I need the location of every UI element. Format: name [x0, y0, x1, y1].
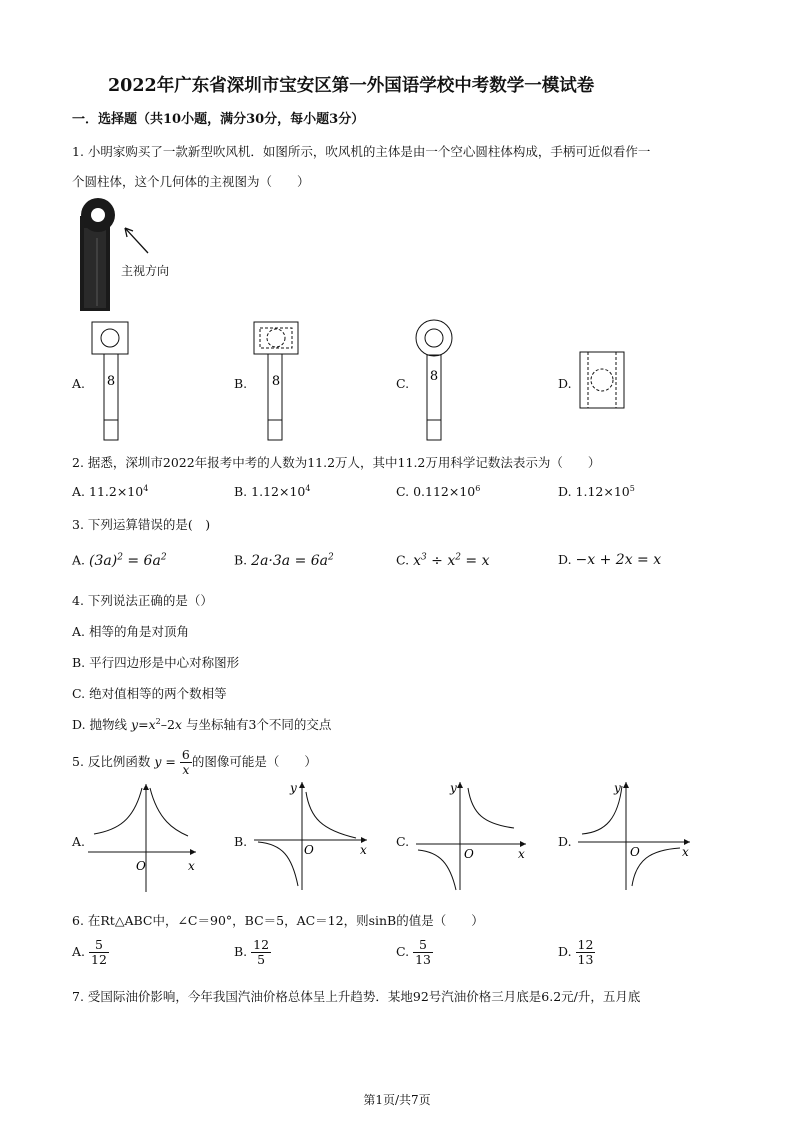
q1-option-a-label: A. — [72, 376, 86, 391]
question-4-stem: 4. 下列说法正确的是（） — [72, 593, 213, 608]
q5-a-x-label: x — [188, 859, 195, 873]
q5-option-d-label: D. — [558, 834, 572, 849]
q1-option-b-label: B. — [234, 376, 248, 391]
q5-option-b-label: B. — [234, 834, 248, 849]
q4-option-c: C. 绝对值相等的两个数相等 — [72, 686, 227, 701]
q1-a-handle-text: 8 — [106, 374, 116, 389]
q3-option-b: B. $2a\cdot 3a = 6a^2$ — [234, 552, 334, 569]
question-2-stem: 2. 据悉，深圳市2022年报考中考的人数为11.2万人，其中11.2万用科学记数法表示为（ ） — [72, 455, 601, 470]
q1-b-handle-text: 8 — [271, 374, 281, 389]
q5-b-x-label: x — [360, 843, 367, 857]
q5-c-x-label: x — [518, 847, 525, 861]
q2-option-b: B. $1.12\times 10^4$ — [234, 484, 311, 500]
q5-d-x-label: x — [682, 845, 689, 859]
q2-option-d: D. $1.12\times 10^5$ — [558, 484, 635, 500]
page-title: 2022年广东省深圳市宝安区第一外国语学校中考数学一模试卷 — [108, 76, 595, 96]
q3-option-d: D. −x + 2x = x — [558, 552, 662, 568]
q2-option-a: A. $11.2\times 10^4$ — [72, 484, 149, 500]
q5-c-origin: O — [464, 847, 474, 861]
section-heading: 一．选择题（共10小题，满分30分，每小题3分） — [72, 112, 365, 127]
q5-d-y-label: y — [614, 781, 621, 795]
q1-option-c-figure — [414, 318, 474, 443]
q5-option-c-label: C. — [396, 834, 410, 849]
q6-option-a: A. $\frac{5}{12}$ — [72, 937, 107, 967]
q6-option-b: B. $\frac{12}{5}$ — [234, 937, 270, 967]
q5-option-c-graph — [414, 778, 539, 893]
q5-option-b-graph — [252, 778, 377, 893]
q2-option-c: C. $0.112\times 10^6$ — [396, 484, 481, 500]
q4-option-d: D. 抛物线 $y=x^2-2x$ 与坐标轴有3个不同的交点 — [72, 716, 332, 732]
question-5-stem: 5. 反比例函数 y = $\frac{6}{x}$ 的图像可能是（ ） — [72, 747, 317, 777]
question-6-stem: 6. 在Rt△ABC中，∠C＝90°，BC＝5，AC＝12，则sinB的值是（ ） — [72, 913, 484, 928]
q5-b-origin: O — [304, 843, 314, 857]
q5-b-y-label: y — [290, 781, 297, 795]
q6-option-d: D. $\frac{12}{13}$ — [558, 937, 594, 967]
q1-option-c-label: C. — [396, 376, 410, 391]
q1-option-d-label: D. — [558, 376, 572, 391]
hair-dryer-figure — [70, 198, 190, 313]
q5-option-a-label: A. — [72, 834, 86, 849]
q5-a-origin: O — [136, 859, 146, 873]
q1-option-d-figure — [578, 350, 628, 412]
q5-option-d-graph — [576, 778, 701, 893]
question-1-line-1: 1. 小明家购买了一款新型吹风机．如图所示，吹风机的主体是由一个空心圆柱体构成，手柄可近似看作一 — [72, 144, 651, 159]
view-direction-label: 主视方向 — [121, 264, 170, 278]
question-7-stem: 7. 受国际油价影响，今年我国汽油价格总体呈上升趋势．某地92号汽油价格三月底是6.2元/升，五月底 — [72, 989, 641, 1004]
page-footer: 第1页/共7页 — [363, 1093, 431, 1107]
q3-option-a: A. $(3a)^2 = 6a^2$ — [72, 552, 167, 569]
q1-option-a-figure — [90, 320, 150, 445]
q6-option-c: C. $\frac{5}{13}$ — [396, 937, 431, 967]
q4-option-b: B. 平行四边形是中心对称图形 — [72, 655, 240, 670]
question-3-stem: 3. 下列运算错误的是( ) — [72, 517, 211, 532]
q4-option-a: A. 相等的角是对顶角 — [72, 624, 189, 639]
q5-option-a-graph — [88, 780, 208, 895]
q1-c-handle-text: 8 — [429, 369, 439, 384]
question-1-line-2: 个圆柱体，这个几何体的主视图为（ ） — [72, 174, 310, 189]
q5-c-y-label: y — [450, 781, 457, 795]
q5-d-origin: O — [630, 845, 640, 859]
q1-option-b-figure — [252, 320, 312, 445]
q3-option-c: C. $x^3 \div x^2 = x$ — [396, 552, 490, 569]
